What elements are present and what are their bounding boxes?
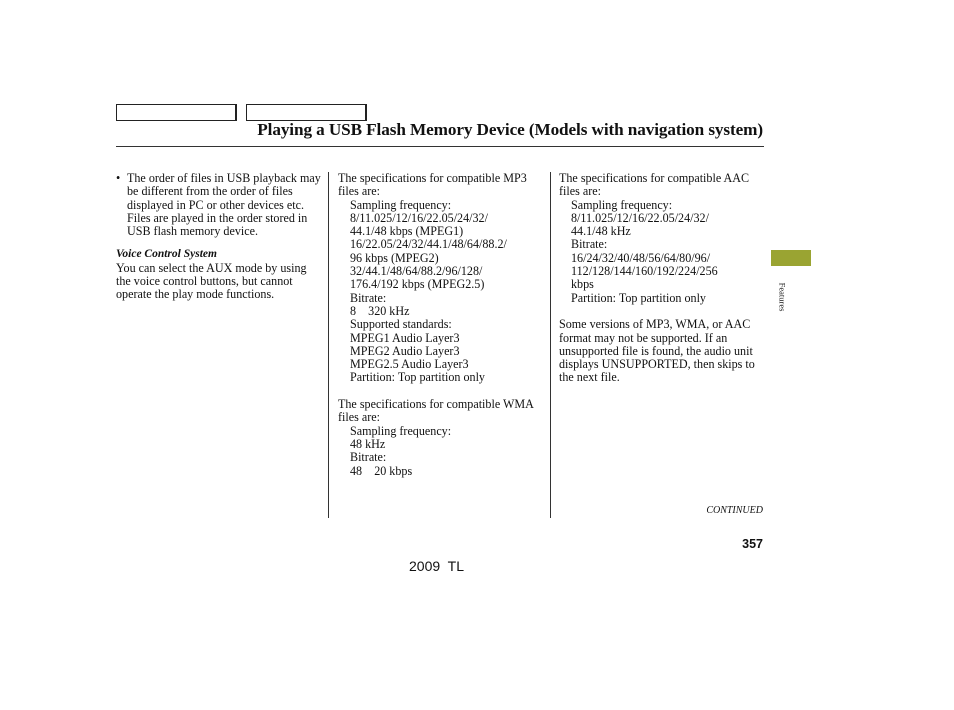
- aac-spec-line: Sampling frequency:: [571, 197, 673, 212]
- voice-control-heading: Voice Control System: [116, 248, 217, 261]
- mp3-spec-line: MPEG2 Audio Layer3: [350, 343, 460, 358]
- mp3-spec-line: 44.1/48 kbps (MPEG1): [350, 224, 464, 239]
- bullet-item: [116, 172, 321, 238]
- wma-spec-line: Bitrate:: [350, 450, 387, 465]
- voice-control-text: You can select the AUX mode by using the voice control buttons, but cannot operate the play mode functions.: [116, 260, 307, 302]
- mp3-spec-line: Bitrate:: [350, 290, 387, 305]
- column-2: [338, 172, 548, 478]
- mp3-spec-line: Sampling frequency:: [350, 197, 452, 212]
- column-3: [559, 172, 765, 385]
- mp3-spec-line: 16/22.05/24/32/44.1/48/64/88.2/: [350, 237, 507, 252]
- page-title: Playing a USB Flash Memory Device (Models with navigation system): [257, 120, 763, 139]
- bullet-dot: •: [116, 171, 121, 185]
- mp3-spec-line: Partition: Top partition only: [350, 370, 485, 385]
- mp3-spec-line: MPEG1 Audio Layer3: [350, 330, 460, 345]
- nav-box-right[interactable]: [246, 104, 367, 121]
- mp3-spec-line: 32/44.1/48/64/88.2/96/128/: [350, 264, 483, 279]
- aac-spec-line: Bitrate:: [571, 237, 608, 252]
- aac-spec-list: [559, 199, 765, 305]
- mp3-spec-line: 176.4/192 kbps (MPEG2.5): [350, 277, 485, 292]
- mp3-spec-line: Supported standards:: [350, 317, 452, 332]
- wma-spec-list: [338, 425, 548, 478]
- features-tab-label: Features: [777, 282, 788, 312]
- mp3-spec-line: 96 kbps (MPEG2): [350, 250, 439, 265]
- mp3-spec-line: 8 320 kHz: [350, 303, 410, 318]
- mp3-spec-line: MPEG2.5 Audio Layer3: [350, 357, 469, 372]
- features-section-tab[interactable]: [771, 250, 811, 266]
- column-1: [116, 172, 321, 302]
- aac-spec-line: 8/11.025/12/16/22.05/24/32/: [571, 210, 709, 225]
- wma-spec-line: Sampling frequency:: [350, 423, 452, 438]
- aac-spec-line: Partition: Top partition only: [571, 290, 706, 305]
- unsupported-note: Some versions of MP3, WMA, or AAC format may not be supported. If an unsupported file is found, the audio unit displays UNSUPPORTED, then skips to the next file.: [559, 317, 755, 385]
- column-divider-2: [550, 172, 551, 518]
- aac-spec-line: 44.1/48 kHz: [571, 224, 631, 239]
- mp3-intro: The specifications for compatible MP3 files are:: [338, 171, 527, 199]
- column-divider-1: [328, 172, 329, 518]
- wma-intro: The specifications for compatible WMA files are:: [338, 397, 534, 425]
- continued-label: CONTINUED: [706, 505, 763, 516]
- aac-spec-line: 112/128/144/160/192/224/256: [571, 264, 718, 279]
- wma-spec-line: 48 20 kbps: [350, 463, 413, 478]
- page-number: 357: [742, 537, 763, 551]
- mp3-spec-line: 8/11.025/12/16/22.05/24/32/: [350, 210, 488, 225]
- aac-spec-line: kbps: [571, 277, 594, 292]
- nav-box-left[interactable]: [116, 104, 237, 121]
- aac-intro: The specifications for compatible AAC files are:: [559, 171, 750, 199]
- mp3-spec-list: [338, 199, 548, 385]
- bullet-text: The order of files in USB playback may be different from the order of files displayed in PC or other devices etc. Files are played in the order stored in USB flash memory device.: [127, 171, 321, 239]
- title-rule: [116, 146, 764, 147]
- model-label: 2009 TL: [409, 558, 465, 574]
- aac-spec-line: 16/24/32/40/48/56/64/80/96/: [571, 250, 711, 265]
- wma-spec-line: 48 kHz: [350, 436, 386, 451]
